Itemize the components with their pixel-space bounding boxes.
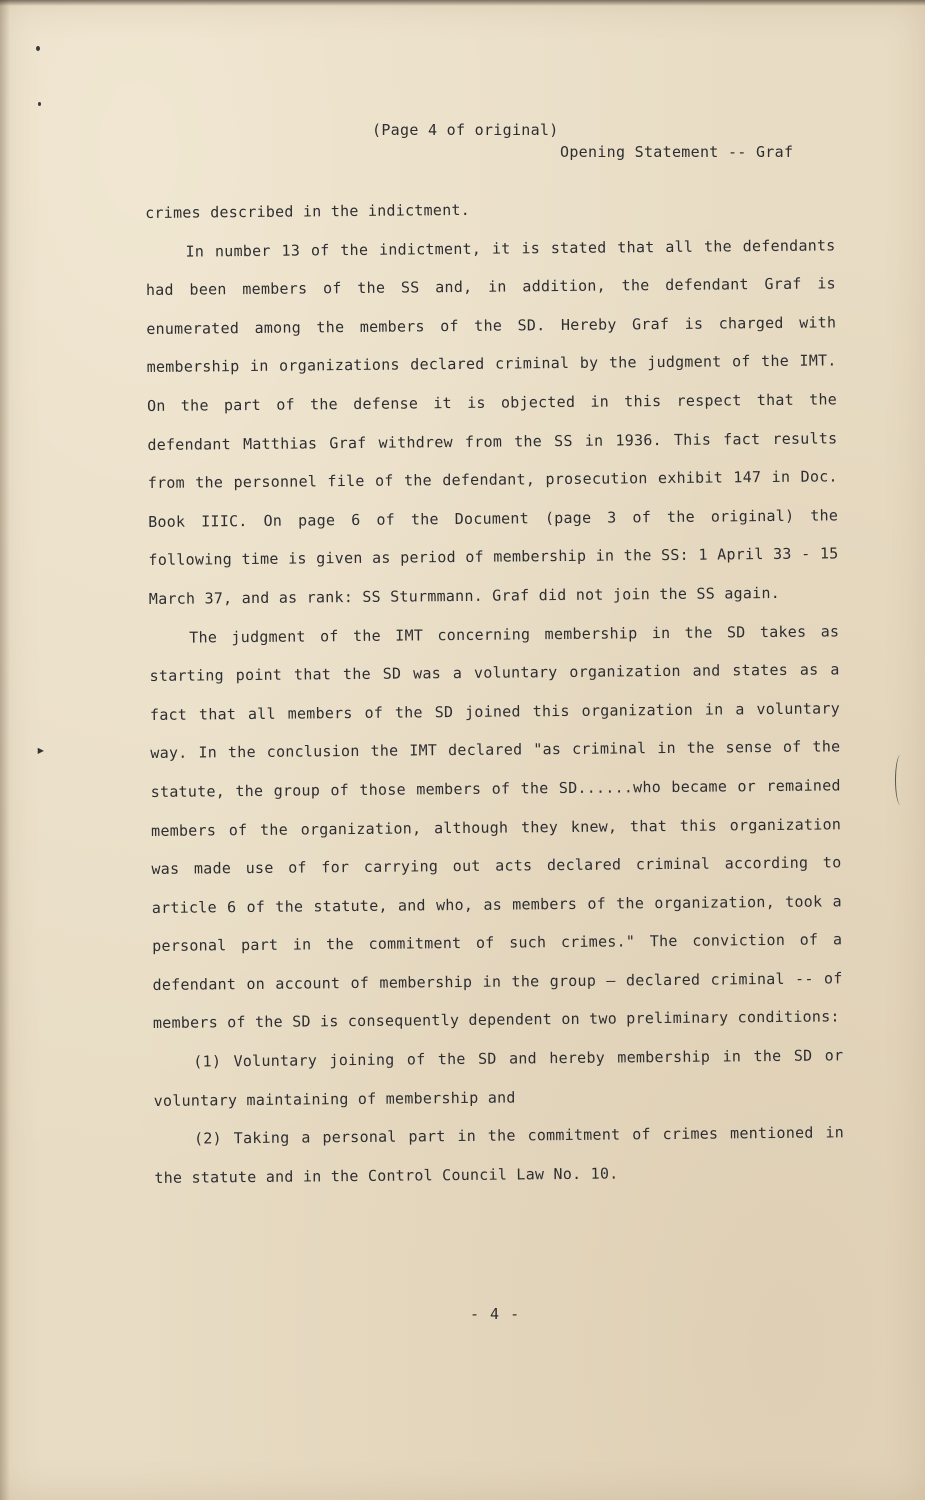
paragraph: crimes described in the indictment. [145, 200, 471, 222]
page-top-edge [0, 0, 925, 6]
punch-mark [38, 102, 41, 106]
statement-body [145, 187, 845, 1197]
page-reference: (Page 4 of original) [372, 121, 559, 139]
paragraph: In number 13 of the indictment, it is stated that all the defendants had been members of the SS and, in addition, the defendant Graf is enumerated among the members of the SD. Hereby Graf is charged with membership in organizations declared criminal by the judgment of the IMT. On the part of the defense it is objected in this respect that the defendant Matthias Graf withdrew from the SS in 1936. This fact results from the personnel file of the defendant, prosecution exhibit 147 in Doc. Book IIIC. On page 6 of the Document (page 3 of the original) the following time is given as period of membership in the SS: 1 April 33 - 15 March 37, and as rank: SS Sturmmann. Graf did not join the SS again. [145, 235, 839, 608]
page-left-edge [0, 0, 10, 1500]
paragraph: The judgment of the IMT concerning membership in the SD takes as starting point that the SD was a voluntary organization and states as a fact that all members of the SD joined this organization in a voluntary way. In the conclusion the IMT declared "as criminal in the sense of the statute, the group of those members of the SD......who became or remained members of the organization, although they knew, that this organization was made use of for carrying out acts declared criminal according to article 6 of the statute, and who, as members of the organization, took a personal part in the commitment of such crimes." The conviction of a defendant on account of membership in the group — declared criminal -- of members of the SD is consequently dependent on two preliminary conditions: [149, 621, 843, 1033]
paragraph: (2) Taking a personal part in the commitment of crimes mentioned in the statute and in the Control Council Law No. 10. [154, 1123, 845, 1187]
margin-arrow-mark: ▸ [36, 740, 46, 759]
punch-mark [36, 46, 40, 51]
page-number: - 4 - [470, 1305, 521, 1323]
paragraph: (1) Voluntary joining of the SD and hereby membership in the SD or voluntary maintaining of membership and [153, 1046, 844, 1110]
margin-bracket-mark [895, 755, 906, 805]
document-title: Opening Statement -- Graf [560, 143, 794, 161]
